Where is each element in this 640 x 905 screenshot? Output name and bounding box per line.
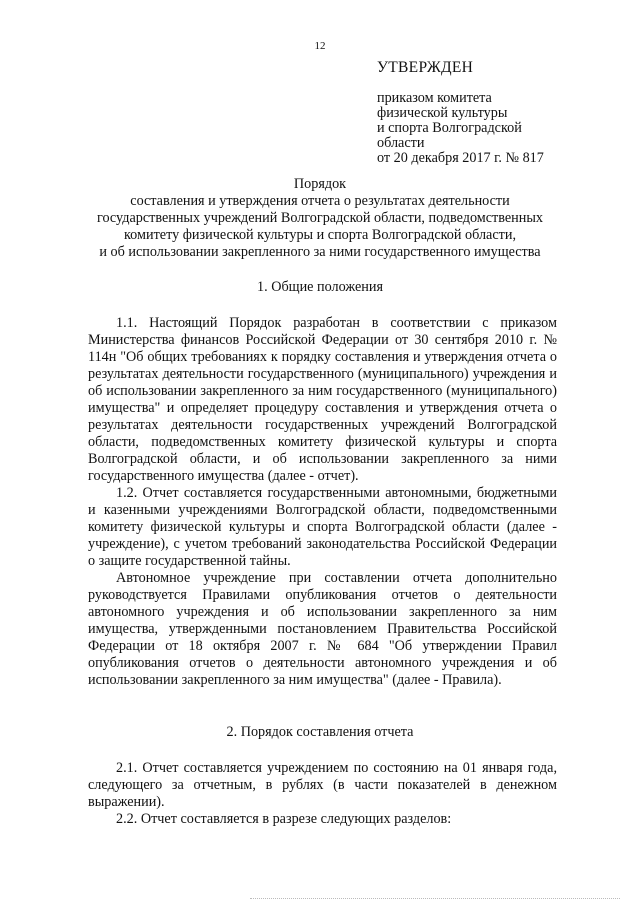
approval-line: от 20 декабря 2017 г. № 817	[377, 150, 544, 166]
footer-scan-artifact	[250, 898, 620, 905]
page-number: 12	[314, 40, 326, 52]
document-title-line: и об использовании закрепленного за ними государственного имущества	[99, 244, 541, 260]
approval-line: физической культуры	[377, 105, 508, 121]
section-body-general	[88, 315, 557, 689]
approval-line: приказом комитета	[377, 90, 492, 106]
paragraph-2-2: 2.2. Отчет составляется в разрезе следующих разделов:	[116, 811, 452, 827]
document-title-line: государственных учреждений Волгоградской области, подведомственных	[97, 210, 543, 226]
approval-title: УТВЕРЖДЕН	[377, 59, 474, 76]
paragraph-1-2: 1.2. Отчет составляется государственными автономными, бюджетными и казенными учреждениями Волгоградской области, подведомственными комитету физической культуры и спорта Волгоградской области (далее - учреждение), с учетом требований законодательства Российской Федерации о защите государственной тайны.	[88, 485, 557, 569]
section-heading-general: 1. Общие положения	[257, 279, 383, 295]
document-title	[60, 176, 580, 261]
approval-stamp-block	[377, 60, 627, 166]
approval-line: области	[377, 135, 425, 151]
approval-line: и спорта Волгоградской	[377, 120, 522, 136]
paragraph-autonomous: Автономное учреждение при составлении отчета дополнительно руководствуется Правилами опубликования отчетов о деятельности автономного учреждения и об использовании закрепленного за ним имущества, утвержденными постановлением Правительства Российской Федерации от 18 октября 2007 г. № 684 "Об утверждении Правил опубликования отчетов о деятельности автономного учреждения и об использовании закрепленного за ним имущества" (далее - Правила).	[88, 570, 557, 688]
paragraph-1-1: 1.1. Настоящий Порядок разработан в соответствии с приказом Министерства финансов Российской Федерации от 30 сентября 2010 г. № 114н "Об общих требованиях к порядку составления и утверждения отчета о результатах деятельности государственного (муниципального) учреждения и об использовании закрепленного за ним государственного (муниципального) имущества" и определяет процедуру составления и утверждения отчета о результатах деятельности государственных учреждений Волгоградской области, подведомственных комитету физической культуры и спорта Волгоградской области, и об использовании закрепленного за ними государственного имущества (далее - отчет).	[88, 315, 557, 484]
section-body-procedure	[88, 760, 557, 828]
document-title-line: Порядок	[293, 176, 347, 192]
document-title-line: составления и утверждения отчета о результатах деятельности	[130, 193, 510, 209]
document-title-line: комитету физической культуры и спорта Волгоградской области,	[124, 227, 516, 243]
paragraph-2-1: 2.1. Отчет составляется учреждением по состоянию на 01 января года, следующего за отчетным, в рублях (в части показателей в денежном выражении).	[88, 760, 557, 810]
section-heading-procedure: 2. Порядок составления отчета	[226, 724, 414, 740]
